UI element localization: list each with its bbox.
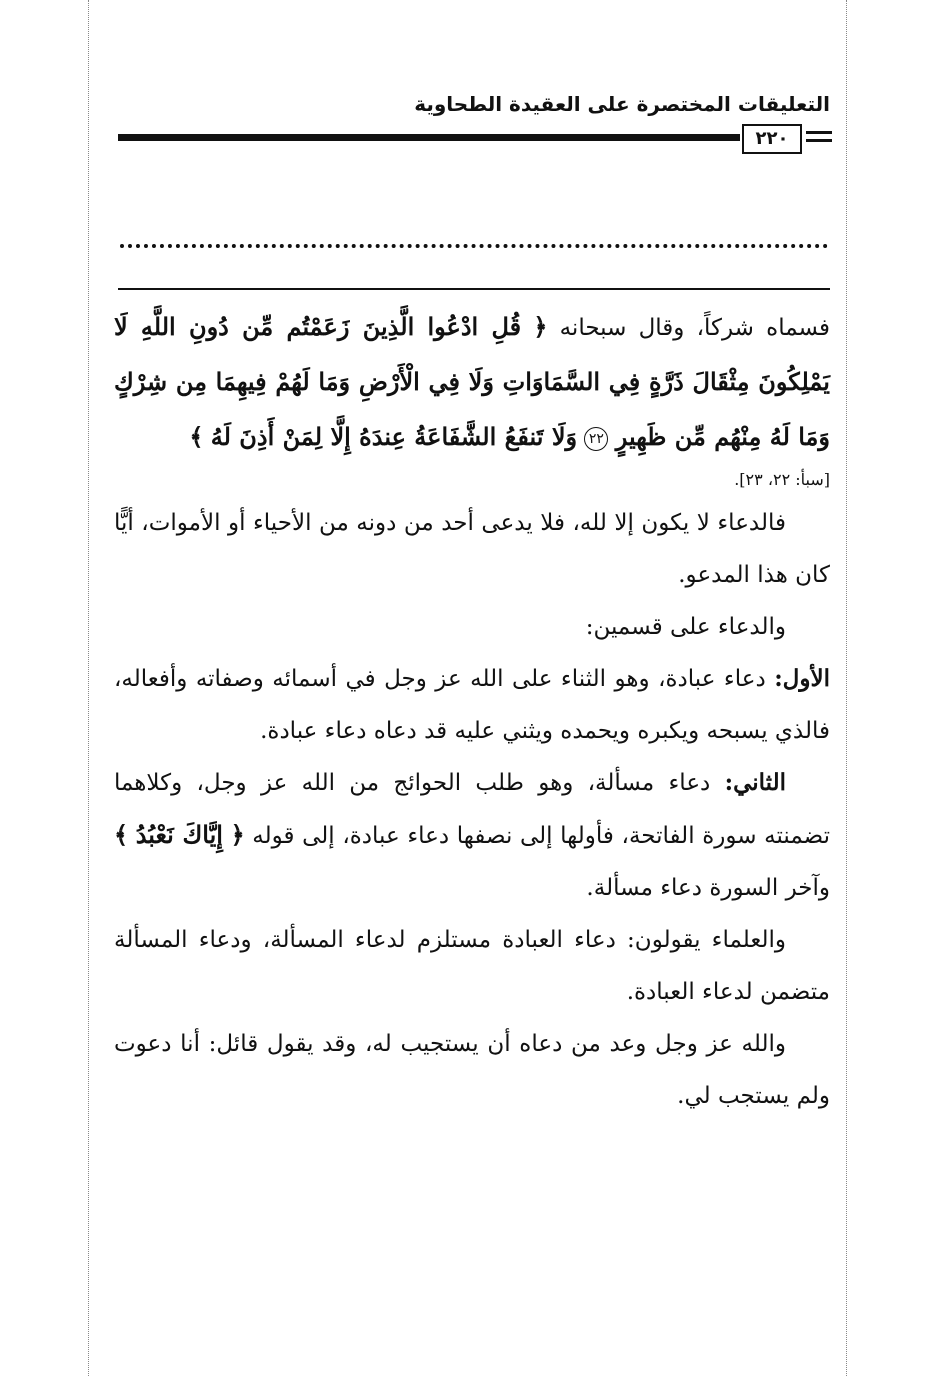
verse-block (114, 300, 830, 465)
verse-intro: فسماه شركاً، وقال سبحانه (559, 315, 831, 341)
header-ornament-line (806, 131, 832, 134)
paragraph-text: دعاء عبادة، وهو الثناء على الله عز وجل في أسمائه وصفاته وأفعاله، فالذي يسبحه ويكبره ويحمده ويثني عليه قد دعاه دعاء عبادة. (114, 666, 830, 744)
paragraph-text: والله عز وجل وعد من دعاه أن يستجيب له، وقد يقول قائل: أنا دعوت ولم يستجب لي. (114, 1031, 830, 1109)
fatiha-verse-text: إِيَّاكَ نَعْبُدُ (135, 820, 223, 849)
paragraph-text: فالدعاء لا يكون إلا لله، فلا يدعى أحد من دونه من الأحياء أو الأموات، أيًّا كان هذا المدعو. (114, 510, 830, 588)
footnote-dotted-line (120, 244, 828, 248)
verse-close-bracket: ﴾ (189, 422, 204, 451)
paragraph-text-after-quote: وآخر السورة دعاء مسألة. (586, 875, 830, 901)
verse-open-bracket: ﴿ (533, 312, 548, 341)
running-title: التعليقات المختصرة على العقيدة الطحاوية (414, 92, 830, 116)
paragraph-lead: الثاني: (724, 769, 786, 796)
paragraph-text: والعلماء يقولون: دعاء العبادة مستلزم لدعاء المسألة، ودعاء المسألة متضمن لدعاء العبادة. (114, 927, 830, 1005)
paragraph (114, 601, 830, 653)
paragraph-text: والدعاء على قسمين: (585, 614, 786, 640)
verse-citation: [سبأ: ٢٢، ٢٣]. (734, 470, 830, 489)
margin-guide-left (88, 0, 89, 1376)
section-separator (118, 288, 830, 290)
paragraph-lead: الأول: (774, 665, 831, 692)
fatiha-close-bracket: ﴾ (114, 820, 129, 849)
margin-guide-right (846, 0, 847, 1376)
paragraph (114, 653, 830, 757)
page-number: ٢٢٠ (742, 124, 802, 154)
paragraph (114, 757, 830, 914)
fatiha-open-bracket: ﴿ (230, 820, 245, 849)
paragraph (114, 1018, 830, 1122)
paragraph (114, 914, 830, 1018)
header-rule (118, 134, 740, 141)
ayah-number-marker: ٢٢ (584, 427, 608, 451)
quran-verse-text: قُلِ ادْعُوا الَّذِينَ زَعَمْتُم مِّن دُونِ اللَّهِ لَا يَمْلِكُونَ مِثْقَالَ ذَرَّةٍ فِي السَّمَاوَاتِ وَلَا فِي الْأَرْضِ وَمَا لَهُمْ فِيهِمَا مِن شِرْكٍ وَمَا لَهُ مِنْهُم مِّن ظَهِيرٍ (114, 312, 830, 451)
paragraph (114, 497, 830, 601)
page-body (114, 300, 830, 1122)
header-ornament-line (806, 139, 832, 142)
quran-verse-text-continued: وَلَا تَنفَعُ الشَّفَاعَةُ عِندَهُ إِلَّا لِمَنْ أَذِنَ لَهُ (210, 422, 578, 451)
paragraph-text: دعاء مسألة، وهو طلب الحوائج من الله عز وجل، وكلاهما تضمنته سورة الفاتحة، فأولها إلى نصفها دعاء عبادة، إلى قوله (114, 770, 831, 849)
